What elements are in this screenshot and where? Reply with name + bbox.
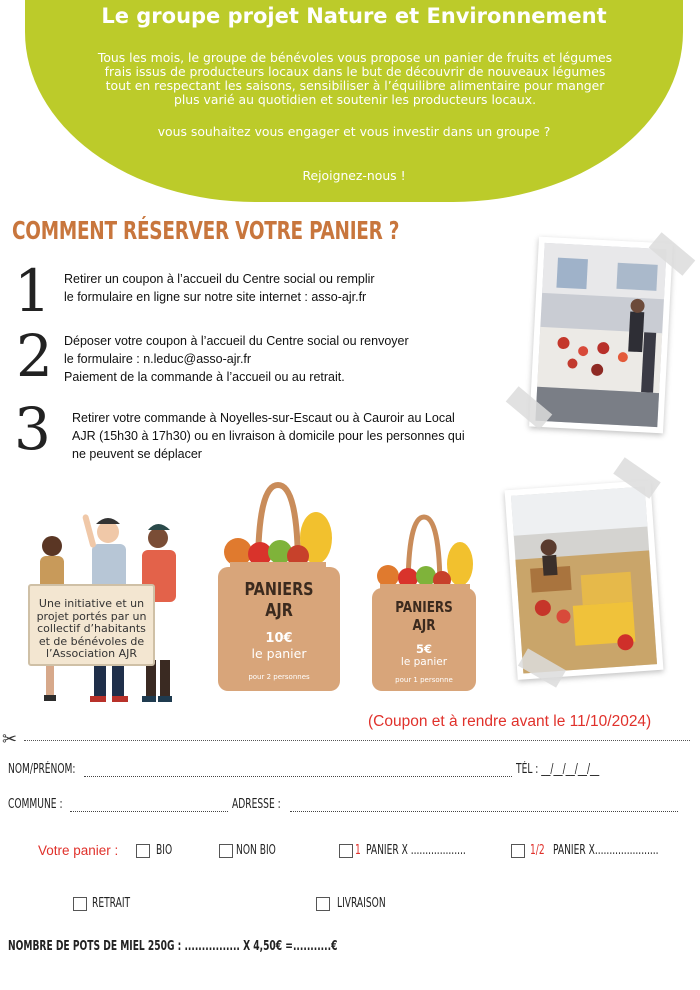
header-line: frais issus de producteurs locaux dans le but de découvrir de nouveaux légumes	[104, 64, 606, 79]
bag-2-produce	[372, 512, 477, 594]
header-line: plus varié au quotidien et soutenir les producteurs locaux.	[173, 92, 537, 107]
step-number-3: 3	[14, 395, 51, 463]
bag-2-subtitle: AJR	[412, 616, 436, 634]
bag-1-produce	[218, 480, 338, 575]
step-line: Retirer un coupon à l’accueil du Centre social ou remplir	[64, 272, 375, 286]
sign-line: collectif d’habitants	[37, 622, 146, 635]
panier-label: Votre panier :	[38, 843, 119, 858]
bag-2-persons: pour 1 personne	[395, 676, 453, 684]
header-line: tout en respectant les saisons, sensibiliser à l’équilibre alimentaire pour manger	[105, 78, 605, 93]
livraison-label: LIVRAISON	[337, 896, 386, 911]
step-number-1: 1	[14, 257, 51, 325]
step-line: Déposer votre coupon à l’accueil du Centre social ou renvoyer	[64, 334, 409, 348]
sign-line: Une initiative et un	[38, 597, 145, 610]
bio-label: BIO	[156, 843, 173, 858]
tel-field[interactable]: TÉL : __/__/__/__/__	[516, 762, 600, 777]
bag-1-subtitle: AJR	[265, 600, 293, 621]
half-panier-number: 1/2	[530, 843, 545, 858]
livraison-checkbox[interactable]	[316, 897, 330, 911]
header-title: Le groupe projet Nature et Environnement	[101, 4, 607, 28]
name-label: NOM/PRÉNOM:	[8, 762, 76, 777]
sign-line: l’Association AJR	[45, 647, 138, 660]
coupon-deadline: (Coupon et à rendre avant le 11/10/2024)	[368, 713, 652, 730]
retrait-label: RETRAIT	[92, 896, 131, 911]
initiative-sign	[28, 584, 155, 666]
bag-2	[372, 588, 476, 691]
step-line: ne peuvent se déplacer	[72, 447, 202, 461]
bag-2-title: PANIERS	[395, 598, 453, 616]
adresse-field[interactable]	[290, 810, 678, 812]
commune-field[interactable]	[70, 810, 228, 812]
header-line: Tous les mois, le groupe de bénévoles vous propose un panier de fruits et légumes	[97, 50, 613, 65]
bag-1-unit: le panier	[251, 646, 307, 661]
cut-line	[24, 740, 690, 741]
bag-2-price: 5€	[415, 642, 432, 656]
step-number-2: 2	[16, 322, 53, 390]
non-bio-label: NON BIO	[236, 843, 276, 858]
half-panier-label: PANIER X......................	[553, 843, 659, 858]
step-3-text	[72, 409, 465, 463]
step-line: Paiement de la commande à l’accueil ou au retrait.	[64, 370, 345, 384]
header-description	[70, 51, 640, 107]
photo-workshop-1	[529, 237, 673, 434]
sign-line: et de bénévoles de	[38, 634, 145, 648]
step-line: le formulaire : n.leduc@asso-ajr.fr	[64, 352, 252, 366]
step-1-text	[64, 270, 375, 306]
half-panier-checkbox[interactable]	[511, 844, 525, 858]
commune-label: COMMUNE :	[8, 797, 63, 812]
header-question: vous souhaitez vous engager et vous investir dans un groupe ?	[157, 124, 551, 139]
step-line: Retirer votre commande à Noyelles-sur-Escaut ou à Cauroir au Local	[72, 411, 455, 425]
step-line: AJR (15h30 à 17h30) ou en livraison à domicile pour les personnes qui	[72, 429, 465, 443]
adresse-label: ADRESSE :	[232, 797, 281, 812]
honey-field[interactable]: NOMBRE DE POTS DE MIEL 250G : ................ X 4,50€ =...........€	[8, 939, 338, 954]
retrait-checkbox[interactable]	[73, 897, 87, 911]
name-field[interactable]	[84, 775, 512, 777]
step-2-text	[64, 332, 409, 386]
sign-line: projet portés par un	[36, 609, 147, 623]
photo-image	[529, 237, 673, 434]
header-join: Rejoignez-nous !	[302, 168, 406, 183]
bag-1-price: 10€	[265, 631, 293, 646]
one-panier-checkbox[interactable]	[339, 844, 353, 858]
bio-checkbox[interactable]	[136, 844, 150, 858]
one-panier-label: PANIER X ...................	[366, 843, 466, 858]
bag-2-unit: le panier	[400, 656, 448, 668]
scissors-icon: ✂	[2, 729, 18, 750]
bag-1	[218, 567, 340, 691]
step-line: le formulaire en ligne sur notre site internet : asso-ajr.fr	[64, 290, 367, 304]
one-panier-number: 1	[355, 843, 361, 858]
non-bio-checkbox[interactable]	[219, 844, 233, 858]
bag-1-title: PANIERS	[244, 579, 314, 600]
section-title: COMMENT RÉSERVER VOTRE PANIER ?	[12, 216, 400, 245]
bag-1-persons: pour 2 personnes	[248, 673, 310, 681]
